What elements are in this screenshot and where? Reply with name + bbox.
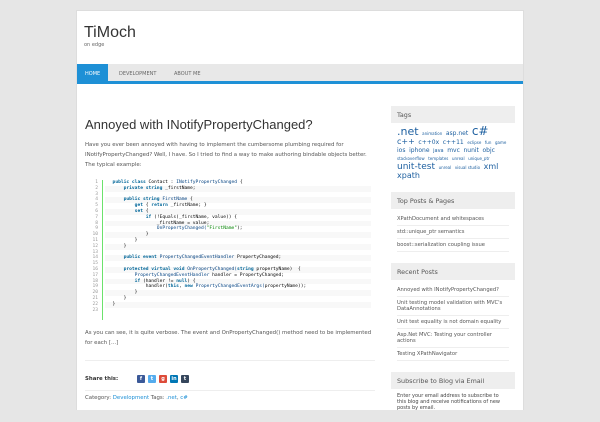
tag-link[interactable]: mvc (447, 147, 460, 154)
line-number: 15 (92, 261, 98, 267)
page-container (76, 10, 524, 410)
tag-link[interactable]: game (494, 140, 507, 145)
line-number: 1 (95, 180, 98, 185)
line-number: 3 (95, 191, 98, 197)
code-line: } (105, 244, 371, 250)
sidebar (391, 106, 515, 422)
share-icons (137, 365, 192, 384)
top-post-link[interactable]: std::unique_ptr semantics (397, 226, 509, 239)
site-description: on edge (84, 42, 105, 48)
tags-widget-title: Tags (391, 106, 515, 123)
tag-link[interactable]: unreal (451, 156, 465, 161)
post-excerpt: Have you ever been annoyed with having to implement the cumbersome plumbing required for INotifyPropertyChanged? Well, I have. So I tried to find a way to make authoring bindable objects better. The typical example: (85, 142, 367, 169)
nav-development[interactable]: DEVELOPMENT (119, 71, 157, 77)
tag-link[interactable]: asp.net (445, 130, 469, 137)
tag-link[interactable]: c# (471, 124, 489, 138)
gutter-divider (102, 180, 103, 320)
tag-link[interactable]: visual studio (454, 165, 481, 170)
tags-label: Tags: (150, 395, 165, 401)
tag-link-net[interactable]: .net (166, 395, 177, 401)
recent-post-link[interactable]: Annoyed with INotifyPropertyChanged? (397, 284, 509, 297)
recent-posts-title: Recent Posts (391, 263, 515, 280)
recent-post-link[interactable]: Asp.Net MVC: Testing your controller actions (397, 329, 509, 348)
subscribe-title: Subscribe to Blog via Email (391, 372, 515, 389)
post-continuation: As you can see, it is quite verbose. The event and OnPropertyChanged() method need to be implemented for each [...] (85, 330, 372, 347)
code-line: } (105, 302, 371, 308)
main-nav (77, 64, 523, 84)
tag-link[interactable]: iphone (409, 147, 430, 154)
tag-cloud (391, 123, 515, 185)
post-meta: Category: Development Tags: .net, c# (85, 390, 375, 401)
tag-link[interactable]: unreal (438, 165, 452, 170)
tag-link[interactable]: objc (482, 147, 495, 154)
top-post-link[interactable]: boost::serialization coupling issue (397, 239, 509, 252)
code-line: if (!Equals(_firstName, value)) { (145, 214, 238, 220)
tag-link[interactable]: c++11 (442, 139, 464, 146)
tag-link[interactable]: xml (483, 162, 499, 171)
tag-link[interactable]: animation (422, 131, 443, 136)
tag-link[interactable]: unique_ptr (468, 156, 490, 161)
code-line: } (105, 232, 371, 238)
code-line: public string FirstName { (105, 197, 371, 203)
tag-link[interactable]: xpath (397, 171, 420, 180)
line-number: 18 (92, 278, 98, 284)
nav-home[interactable]: HOME (77, 64, 108, 84)
code-line: public event PropertyChangedEventHandler PropertyChanged; (105, 255, 371, 261)
tag-link[interactable]: java (433, 148, 444, 154)
site-title[interactable]: TiMoch (84, 24, 136, 41)
line-number-gutter (85, 180, 101, 320)
recent-post-link[interactable]: Testing XPathNavigator (397, 348, 509, 361)
line-number: 14 (92, 255, 98, 261)
line-number: 2 (95, 185, 98, 191)
code-lines (105, 180, 371, 313)
code-line: _firstName = value; (105, 221, 371, 227)
category-label: Category: (85, 395, 112, 401)
line-number: 12 (92, 243, 98, 249)
line-number: 16 (92, 266, 98, 272)
main-content (77, 91, 377, 411)
line-number: 19 (92, 284, 98, 290)
code-line: } (105, 290, 371, 296)
tumblr-icon[interactable]: t (181, 375, 189, 383)
code-line: get { return _firstName; } (134, 203, 207, 209)
tag-link[interactable]: c++0x (418, 139, 440, 146)
code-line: public class Contact : INotifyPropertyChanged { (112, 180, 243, 185)
share-section (85, 360, 375, 384)
linkedin-icon[interactable]: in (171, 376, 177, 382)
line-number: 23 (92, 307, 98, 313)
recent-post-link[interactable]: Unit testing model validation with MVC's DataAnnotations (397, 297, 509, 316)
code-line: PropertyChangedEventHandler handler = PropertyChanged; (134, 272, 285, 278)
category-link[interactable]: Development (112, 395, 150, 401)
line-number: 5 (95, 203, 98, 209)
code-line: OnPropertyChanged("FirstName"); (156, 226, 243, 232)
code-line: } (107, 295, 127, 301)
line-number: 17 (92, 272, 98, 278)
code-line: handler(this, new PropertyChangedEventArgs(propertyName)); (107, 284, 307, 290)
tags-widget (391, 106, 515, 185)
subscribe-text: Enter your email address to subscribe to this blog and receive notifications of new posts by email. (397, 393, 501, 411)
code-line: protected virtual void OnPropertyChanged(string propertyName) { (105, 267, 371, 273)
google-plus-icon[interactable]: g (159, 375, 167, 383)
line-number: 9 (95, 226, 98, 232)
code-line: set { (105, 209, 371, 215)
line-number: 13 (92, 249, 98, 255)
recent-post-link[interactable]: Unit test equality is not domain equality (397, 316, 509, 329)
line-number: 8 (95, 220, 98, 226)
tag-link[interactable]: templates (428, 156, 449, 161)
tag-link[interactable]: c++ (397, 137, 415, 146)
code-line (105, 308, 371, 314)
twitter-icon[interactable]: t (148, 375, 156, 383)
code-block (85, 180, 371, 320)
line-number: 7 (95, 214, 98, 220)
tag-link[interactable]: ios (397, 147, 406, 154)
line-number: 4 (95, 197, 98, 203)
line-number: 22 (92, 301, 98, 307)
tag-link[interactable]: .net (397, 125, 419, 138)
recent-posts-list (391, 280, 515, 365)
top-posts-list (391, 209, 515, 256)
line-number: 11 (92, 237, 98, 243)
share-label: Share this: (85, 376, 119, 382)
code-line: private string _firstName; (105, 186, 371, 192)
post-title[interactable]: Annoyed with INotifyPropertyChanged? (85, 117, 313, 132)
tag-link[interactable]: stackoverflow (397, 156, 425, 161)
code-line: } (107, 237, 138, 243)
top-posts-widget (391, 192, 515, 256)
nav-about-me[interactable]: ABOUT ME (174, 71, 201, 77)
tag-link[interactable]: eclipse (467, 140, 482, 145)
line-number: 21 (92, 295, 98, 301)
tag-link[interactable]: unit-test (397, 162, 435, 172)
facebook-icon[interactable]: f (137, 375, 145, 383)
tag-link[interactable]: fun (484, 140, 492, 145)
line-number: 20 (92, 290, 98, 296)
line-number: 6 (95, 208, 98, 214)
code-line: if (handler != null) { (105, 279, 371, 285)
tag-link-csharp[interactable]: c# (180, 395, 188, 401)
line-number: 10 (92, 232, 98, 238)
top-post-link[interactable]: XPathDocument and whitespaces (397, 213, 509, 226)
tag-link[interactable]: nunit (463, 147, 479, 154)
subscribe-widget (391, 372, 515, 415)
recent-posts-widget (391, 263, 515, 365)
top-posts-title: Top Posts & Pages (391, 192, 515, 209)
